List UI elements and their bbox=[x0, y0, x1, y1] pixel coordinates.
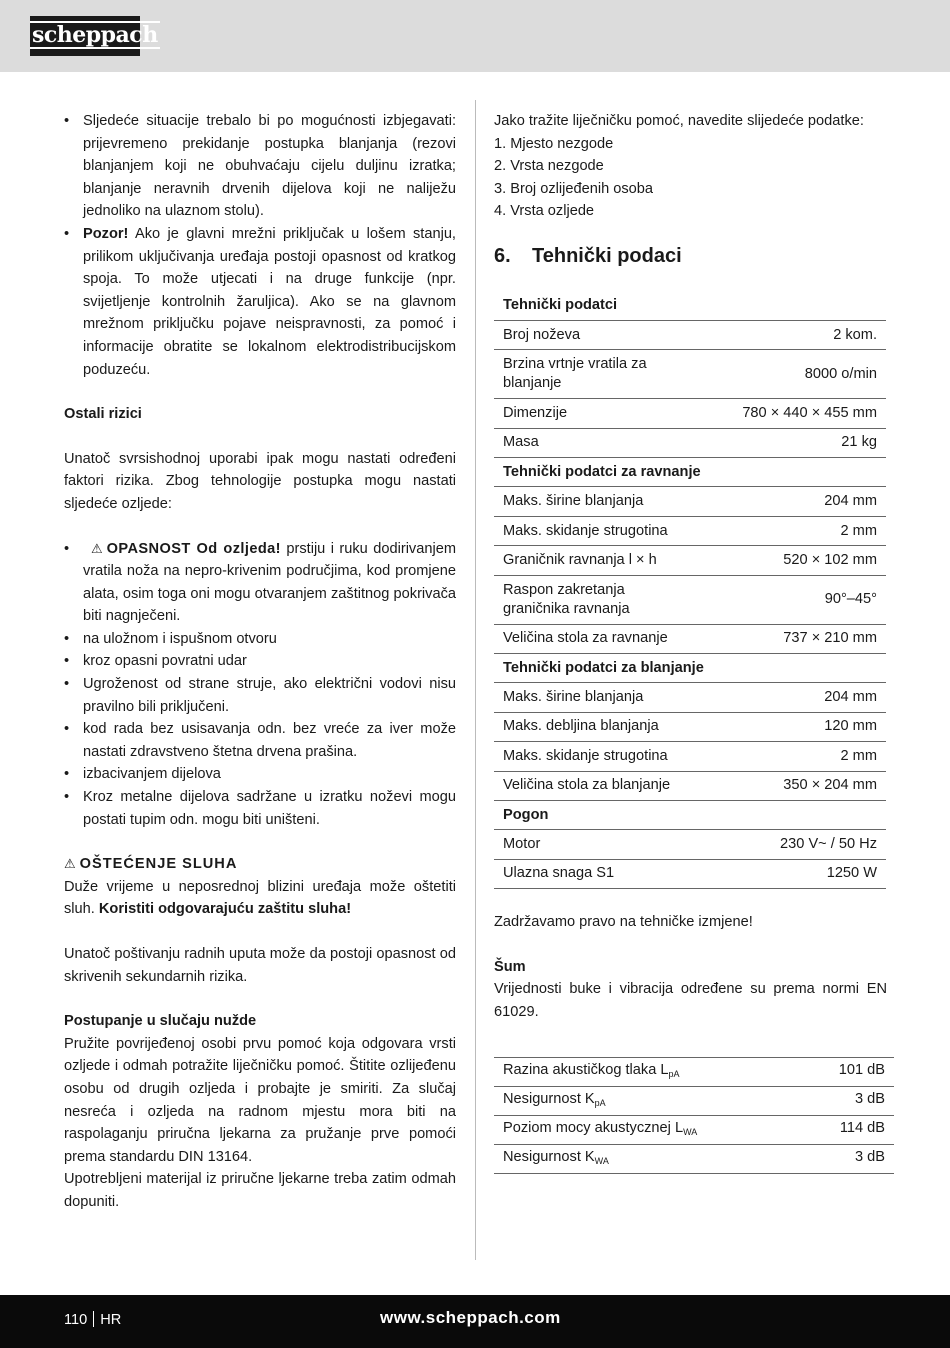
table-row bbox=[494, 712, 886, 741]
emergency-text-2: Upotrebljeni materijal iz priručne ljekarne treba zatim odmah dopuniti. bbox=[64, 1171, 456, 1210]
noise-table bbox=[494, 1057, 894, 1174]
spec-value: 780 × 440 × 455 mm bbox=[694, 399, 886, 428]
emergency-heading: Postupanje u slučaju nužde bbox=[64, 1013, 257, 1030]
spec-label: Ulazna snaga S1 bbox=[494, 859, 694, 888]
risks-list bbox=[64, 538, 456, 832]
spec-label: Brzina vrtnje vratila za blanjanje bbox=[494, 350, 694, 399]
table-row bbox=[494, 575, 886, 624]
spec-value: 737 × 210 mm bbox=[694, 624, 886, 653]
spec-value: 520 × 102 mm bbox=[694, 546, 886, 575]
reserve-note: Zadržavamo pravo na tehničke izmjene! bbox=[494, 914, 753, 931]
noise-heading: Šum bbox=[494, 958, 526, 975]
situations-list bbox=[64, 110, 456, 381]
table-row bbox=[494, 1145, 894, 1174]
noise-value: 3 dB bbox=[801, 1145, 894, 1174]
other-risks-text: Unatoč svrsishodnoj uporabi ipak mogu nastati određeni faktori rizika. Zbog tehnologije postupka mogu nastati sljedeće ozljede: bbox=[64, 450, 456, 512]
section-label: Tehnički podatci bbox=[494, 291, 886, 320]
emergency-text: Pružite povrijeđenoj osobi prvu pomoć koja odgovara vrsti ozljede i odmah potražite liječničku pomoć. Štitite ozlijeđenu osobu od drugih ozljeda i probajte je smiriti. Za slučaj nesreća i ozljeda na radnom mjestu mora biti na raspolaganju priručna ljekarna za pružanje prve pomoći prema standardu DIN 13164. bbox=[64, 1035, 456, 1165]
table-row bbox=[494, 350, 886, 399]
noise-value: 3 dB bbox=[801, 1087, 894, 1116]
table-row bbox=[494, 830, 886, 859]
list-item: • Kroz metalne dijelova sadržane u izratku noževi mogu postati tupim odn. mogu biti uništeni. bbox=[64, 786, 456, 831]
table-row bbox=[494, 428, 886, 457]
table-row bbox=[494, 771, 886, 800]
section-label: Tehnički podatci za ravnanje bbox=[494, 458, 886, 487]
tech-spec-table bbox=[494, 291, 886, 889]
spec-value: 204 mm bbox=[694, 487, 886, 516]
list-item: 4. Vrsta ozljede bbox=[494, 203, 595, 220]
spec-value: 90°–45° bbox=[694, 575, 886, 624]
list-item: 3. Broj ozlijeđenih osoba bbox=[494, 180, 654, 197]
list-item: 2. Vrsta nezgode bbox=[494, 158, 604, 175]
list-item: • Pozor! Ako je glavni mrežni priključak u lošem stanju, prilikom uključivanja uređaja postoji opasnost od kratkog spoja. To može utjecati i na druge funkcije (npr. svijetljenje kontrolnih žaruljica). Ako se na glavnom mrežnom priključku pojave neispravnosti, za pomoć i informacije obratite se lokalnom elektrodistribucijskom poduzeću. bbox=[64, 223, 456, 381]
spec-value: 204 mm bbox=[694, 683, 886, 712]
medical-help-intro: Jako tražite liječničku pomoć, navedite slijedeće podatke: bbox=[494, 113, 864, 129]
spec-label: Masa bbox=[494, 428, 694, 457]
spec-label: Motor bbox=[494, 830, 694, 859]
scheppach-logo: scheppach bbox=[30, 16, 140, 56]
noise-label: Nesigurnost $K_{WA}$ bbox=[494, 1145, 801, 1174]
table-section-header bbox=[494, 653, 886, 682]
table-row bbox=[494, 516, 886, 545]
spec-label: Maks. širine blanjanja bbox=[494, 487, 694, 516]
spec-value: 120 mm bbox=[694, 712, 886, 741]
hearing-heading: ⚠ OŠTEĆENJE SLUHA bbox=[64, 853, 456, 876]
table-row bbox=[494, 1116, 894, 1145]
spec-value: 350 × 204 mm bbox=[694, 771, 886, 800]
list-item: • kroz opasni povratni udar bbox=[64, 650, 456, 673]
spec-label: Graničnik ravnanja l × h bbox=[494, 546, 694, 575]
table-row bbox=[494, 683, 886, 712]
spec-label: Maks. skidanje strugotina bbox=[494, 516, 694, 545]
column-divider bbox=[475, 100, 476, 1260]
list-item: • izbacivanjem dijelova bbox=[64, 763, 456, 786]
warning-triangle-icon: ⚠ bbox=[64, 856, 76, 872]
other-risks-heading: Ostali rizici bbox=[64, 406, 142, 423]
spec-value: 8000 o/min bbox=[694, 350, 886, 399]
table-row bbox=[494, 624, 886, 653]
table-row bbox=[494, 487, 886, 516]
left-column bbox=[64, 110, 456, 1214]
right-column bbox=[494, 110, 887, 1174]
section-label: Pogon bbox=[494, 800, 886, 829]
spec-value: 2 mm bbox=[694, 516, 886, 545]
table-section-header bbox=[494, 800, 886, 829]
residual-risk-text: Unatoč poštivanju radnih uputa može da postoji opasnost od skrivenih sekundarnih rizika. bbox=[64, 946, 456, 985]
hearing-text: Duže vrijeme u neposrednoj blizini uređaja može oštetiti sluh. Koristiti odgovarajuću zaštitu sluha! bbox=[64, 878, 456, 918]
spec-label: Dimenzije bbox=[494, 399, 694, 428]
section-title: 6. Tehnički podaci bbox=[494, 244, 682, 267]
spec-value: 230 V~ / 50 Hz bbox=[694, 830, 886, 859]
spec-value: 1250 W bbox=[694, 859, 886, 888]
list-item: • ⚠ OPASNOST Od ozljeda! prstiju i ruku dodirivanjem vratila noža na nepro-krivenim područjima, kod promjene alata, osim toga oni mogu otvaranjem zaštitnog pokrivača biti nagnječeni. bbox=[64, 538, 456, 628]
page-header bbox=[0, 0, 950, 72]
table-row bbox=[494, 859, 886, 888]
spec-label: Veličina stola za ravnanje bbox=[494, 624, 694, 653]
spec-label: Maks. širine blanjanja bbox=[494, 683, 694, 712]
list-item: • na uložnom i ispušnom otvoru bbox=[64, 628, 456, 651]
spec-label: Raspon zakretanja graničnika ravnanja bbox=[494, 575, 694, 624]
spec-label: Veličina stola za blanjanje bbox=[494, 771, 694, 800]
page-number: 110 HR bbox=[64, 1312, 122, 1328]
spec-label: Maks. debljina blanjanja bbox=[494, 712, 694, 741]
list-item: 1. Mjesto nezgode bbox=[494, 135, 614, 152]
table-row bbox=[494, 320, 886, 349]
list-item: • Sljedeće situacije trebalo bi po mogućnosti izbjegavati: prijevremeno prekidanje postupka blanjanja (rezovi blanjanjem koji ne obuhvaćaju cijelu duljinu izratka; blanjanje neravnih drvenih dijelova koji ne naliježu jednoliko na ulaznom stolu). bbox=[64, 110, 456, 223]
table-row bbox=[494, 1087, 894, 1116]
table-row bbox=[494, 399, 886, 428]
noise-label: Nesigurnost $K_{pA}$ bbox=[494, 1087, 801, 1116]
spec-value: 21 kg bbox=[694, 428, 886, 457]
spec-value: 2 mm bbox=[694, 742, 886, 771]
noise-value: 114 dB bbox=[801, 1116, 894, 1145]
list-item: • kod rada bez usisavanja odn. bez vreće za iver može nastati zdravstveno štetna drvena prašina. bbox=[64, 718, 456, 763]
spec-label: Maks. skidanje strugotina bbox=[494, 742, 694, 771]
noise-label: Razina akustičkog tlaka $L_{pA}$ bbox=[494, 1058, 801, 1087]
table-row bbox=[494, 546, 886, 575]
table-row bbox=[494, 1058, 894, 1087]
section-label: Tehnički podatci za blanjanje bbox=[494, 653, 886, 682]
noise-text: Vrijednosti buke i vibracija određene su prema normi EN 61029. bbox=[494, 981, 887, 1020]
spec-value: 2 kom. bbox=[694, 320, 886, 349]
medical-info-list bbox=[494, 133, 887, 223]
list-item: • Ugroženost od strane struje, ako električni vodovi nisu pravilno bili priključeni. bbox=[64, 673, 456, 718]
noise-value: 101 dB bbox=[801, 1058, 894, 1087]
warning-triangle-icon: ⚠ bbox=[91, 540, 103, 556]
noise-label: Poziom mocy akustycznej $L_{WA}$ bbox=[494, 1116, 801, 1145]
table-row bbox=[494, 742, 886, 771]
website-url[interactable]: www.scheppach.com bbox=[380, 1308, 561, 1327]
table-section-header bbox=[494, 291, 886, 320]
page-footer bbox=[0, 1295, 950, 1348]
spec-label: Broj noževa bbox=[494, 320, 694, 349]
table-section-header bbox=[494, 458, 886, 487]
